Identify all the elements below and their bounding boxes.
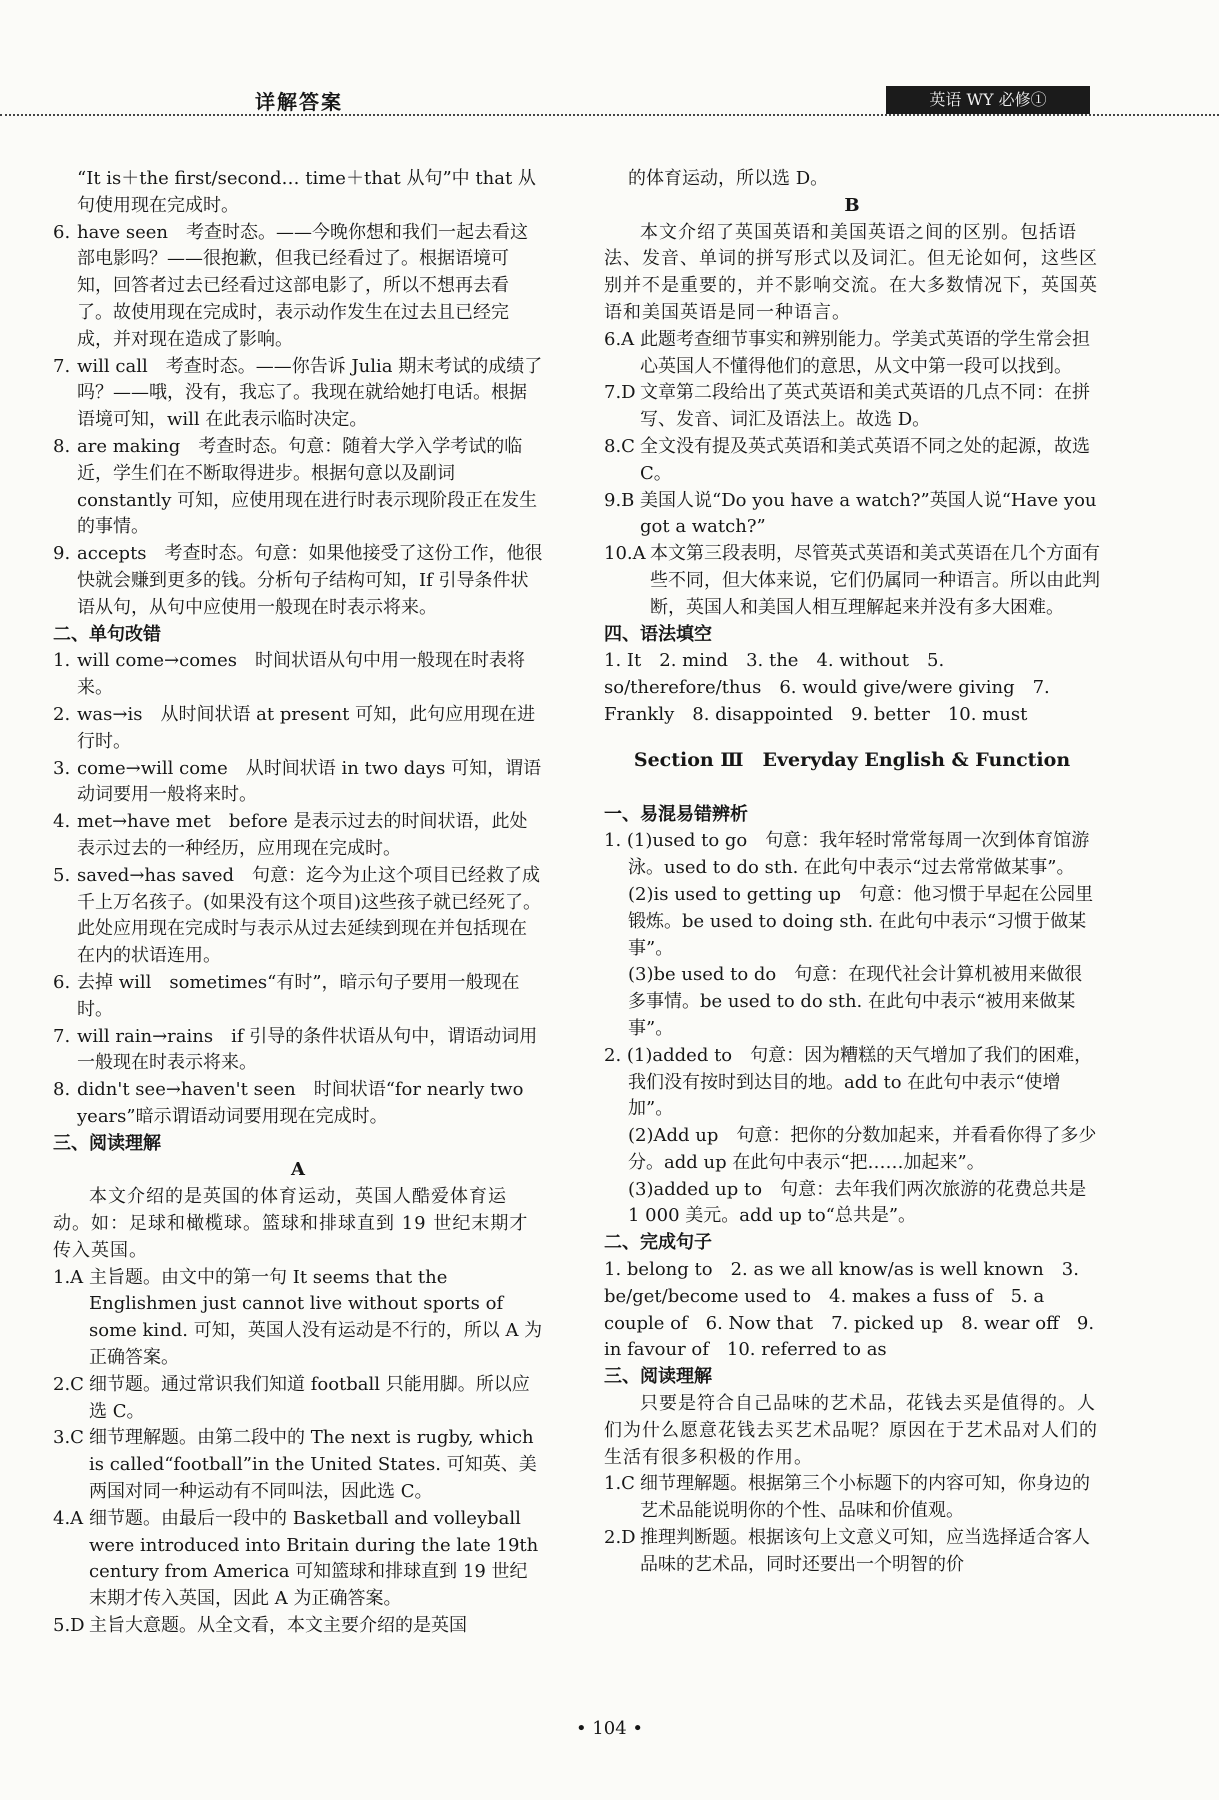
answer-item	[604, 327, 1100, 381]
answer-item	[53, 1613, 543, 1640]
item-text: didn't see→haven't seen 时间状语“for nearly two years”暗示谓语动词要用现在完成时。	[77, 1079, 524, 1127]
item-number: 7.	[53, 1025, 71, 1047]
answer-item	[53, 970, 543, 1024]
answer-item	[53, 863, 543, 970]
section-heading: 三、阅读理解	[53, 1132, 161, 1154]
carry-text: “It is＋the first/second… time＋that 从句”中 that 从句使用现在完成时。	[77, 168, 536, 216]
item-number: 9.B	[604, 489, 635, 511]
item-number: 2.D	[604, 1527, 636, 1549]
item-number: 8.	[53, 435, 71, 457]
left-column	[53, 166, 543, 1640]
answer-item	[53, 1024, 543, 1078]
answer-item	[53, 1265, 543, 1372]
answer-item	[53, 809, 543, 863]
item-text: 本文第三段表明，尽管英式英语和美式英语在几个方面有些不同，但大体来说，它们仍属同一种语言。所以由此判断，英国人和美国人相互理解起来并没有多大困难。	[650, 543, 1100, 618]
answer-item	[53, 1372, 543, 1426]
answer-subitem: (2)Add up 句意：把你的分数加起来，并看看你得了多少分。add up 在此句中表示“把……加起来”。	[628, 1125, 1097, 1173]
item-text: 去掉 will sometimes“有时”，暗示句子要用一般现在时。	[77, 971, 520, 1020]
passage-label: A	[291, 1159, 305, 1181]
section-title: Section Ⅲ Everyday English & Function	[633, 748, 1071, 771]
item-number: 8.	[53, 1079, 71, 1101]
answer-item	[53, 434, 543, 541]
answer-item	[53, 220, 543, 354]
item-number: 4.A	[53, 1507, 84, 1529]
item-text: come→will come 从时间状语 in two days 可知，谓语动词要用一般将来时。	[77, 757, 542, 806]
answer-item	[53, 1506, 543, 1613]
item-text: have seen 考查时态。——今晚你想和我们一起去看这部电影吗？——很抱歉，但我已经看过了。根据语境可知，回答者过去已经看过这部电影了，所以不想再去看了。故使用现在完成时，表示动作发生在过去且已经完成，并对现在造成了影响。	[77, 221, 529, 350]
item-number: 6.	[53, 221, 71, 243]
carry-text: 的体育运动，所以选 D。	[628, 168, 829, 189]
item-number: 1.A	[53, 1266, 84, 1288]
page-number: • 104 •	[575, 1718, 644, 1739]
item-number: 10.A	[604, 543, 646, 565]
section-heading: 二、完成句子	[604, 1232, 712, 1254]
item-text: 此题考查细节事实和辨别能力。学美式英语的学生常会担心英国人不懂得他们的意思，从文中第一段可以找到。	[640, 328, 1090, 377]
answer-item: 2. (1)added to 句意：因为糟糕的天气增加了我们的困难，我们没有按时到达目的地。add to 在此句中表示“使增加”。	[604, 1044, 1093, 1120]
answer-item	[604, 1525, 1100, 1579]
completion-answers: 1. belong to 2. as we all know/as is well known 3. be/get/become used to 4. makes a fuss of 5. a couple of 6. Now that 7. picked up 8. wear off 9. in favour of 10. referred to as	[604, 1259, 1095, 1361]
item-text: 文章第二段给出了英式英语和美式英语的几点不同：在拼写、发音、词汇及语法上。故选 D。	[640, 382, 1090, 431]
item-number: 7.	[53, 355, 71, 377]
header-divider	[0, 114, 1219, 116]
item-text: 全文没有提及英式英语和美式英语不同之处的起源，故选 C。	[640, 435, 1090, 484]
item-number: 3.C	[53, 1427, 84, 1449]
item-text: 细节题。由最后一段中的 Basketball and volleyball were introduced into Britain during the late 19th century from America 可知篮球和排球直到 19 世纪末期才传入英国，因此 A 为正确答案。	[89, 1507, 539, 1610]
answer-item	[604, 434, 1100, 488]
answer-item	[53, 702, 543, 756]
section-heading: 四、语法填空	[604, 623, 712, 645]
item-text: 推理判断题。根据该句上文意义可知，应当选择适合客人品味的艺术品，同时还要出一个明智的价	[640, 1527, 1090, 1575]
grammar-answers: 1. It 2. mind 3. the 4. without 5. so/therefore/thus 6. would give/were giving 7. Frankly 8. disappointed 9. better 10. must	[604, 650, 1050, 725]
section-heading: 一、易混易错辨析	[604, 803, 748, 825]
item-number: 6.A	[604, 328, 635, 350]
item-number: 5.D	[53, 1615, 85, 1637]
header-title: 详解答案	[255, 90, 343, 114]
answer-item	[604, 380, 1100, 434]
item-text: 主旨大意题。从全文看，本文主要介绍的是英国	[89, 1615, 467, 1637]
item-number: 1.	[53, 650, 71, 672]
answer-item	[604, 1471, 1100, 1525]
item-number: 3.	[53, 757, 71, 779]
item-number: 2.	[53, 703, 71, 725]
item-number: 1.C	[604, 1473, 635, 1495]
answer-item: 1. (1)used to go 句意：我年轻时常常每周一次到体育馆游泳。used to do sth. 在此句中表示“过去常常做某事”。	[604, 830, 1090, 879]
item-text: accepts 考查时态。句意：如果他接受了这份工作，他很快就会赚到更多的钱。分析句子结构可知，If 引导条件状语从句，从句中应使用一般现在时表示将来。	[77, 543, 543, 618]
answer-item	[53, 648, 543, 702]
item-text: 美国人说“Do you have a watch?”英国人说“Have you got a watch?”	[640, 489, 1097, 538]
item-text: 主旨题。由文中的第一句 It seems that the Englishmen just cannot live without sports of some kind. 可知，英国人没有运动是不行的，所以 A 为正确答案。	[89, 1266, 543, 1369]
item-text: met→have met before 是表示过去的时间状语，此处表示过去的一种经历，应用现在完成时。	[77, 811, 528, 859]
item-text: 细节题。通过常识我们知道 football 只能用脚。所以应选 C。	[89, 1373, 530, 1422]
answer-item	[53, 541, 543, 621]
answer-item	[53, 354, 543, 434]
item-number: 9.	[53, 543, 71, 565]
item-number: 8.C	[604, 435, 635, 457]
section-heading: 二、单句改错	[53, 623, 161, 645]
answer-item	[604, 488, 1100, 542]
item-text: was→is 从时间状语 at present 可知，此句应用现在进行时。	[77, 703, 536, 752]
answer-subitem: (3)added up to 句意：去年我们两次旅游的花费总共是 1 000 美元。add up to“总共是”。	[628, 1178, 1087, 1227]
page-header	[0, 82, 1219, 122]
passage-intro: 本文介绍了英国英语和美国英语之间的区别。包括语法、发音、单词的拼写形式以及词汇。但无论如何，这些区别并不是重要的，并不影响交流。在大多数情况下，英国英语和美国英语是同一种语言。	[604, 221, 1098, 323]
answer-subitem: (3)be used to do 句意：在现代社会计算机被用来做很多事情。be used to do sth. 在此句中表示“被用来做某事”。	[628, 964, 1083, 1039]
passage-intro: 本文介绍的是英国的体育运动，英国人酷爱体育运动。如：足球和橄榄球。篮球和排球直到 19 世纪末期才传入英国。	[53, 1186, 529, 1261]
item-text: will call 考查时态。——你告诉 Julia 期末考试的成绩了吗？——哦，没有，我忘了。我现在就给她打电话。根据语境可知，will 在此表示临时决定。	[77, 355, 543, 431]
item-number: 4.	[53, 811, 71, 833]
header-subject-label: 英语 WY 必修①	[886, 86, 1090, 114]
passage-label: B	[844, 194, 860, 216]
item-text: will come→comes 时间状语从句中用一般现在时表将来。	[77, 650, 525, 699]
passage-intro: 只要是符合自己品味的艺术品，花钱去买是值得的。人们为什么愿意花钱去买艺术品呢？原因在于艺术品对人们的生活有很多积极的作用。	[604, 1393, 1098, 1468]
item-number: 6.	[53, 971, 71, 993]
answer-item	[53, 1425, 543, 1505]
item-text: will rain→rains if 引导的条件状语从句中，谓语动词用一般现在时表示将来。	[77, 1025, 538, 1074]
right-column	[604, 166, 1100, 1579]
answer-subitem: (2)is used to getting up 句意：他习惯于早起在公园里锻炼。be used to doing sth. 在此句中表示“习惯于做某事”。	[628, 883, 1094, 959]
section-heading: 三、阅读理解	[604, 1366, 712, 1388]
item-text: are making 考查时态。句意：随着大学入学考试的临近，学生们在不断取得进步。根据句意以及副词 constantly 可知，应使用现在进行时表示现阶段正在发生的事情。	[77, 435, 538, 538]
answer-item	[53, 756, 543, 810]
answer-item	[53, 1077, 543, 1131]
item-text: 细节理解题。根据第三个小标题下的内容可知，你身边的艺术品能说明你的个性、品味和价值观。	[640, 1473, 1090, 1522]
item-number: 5.	[53, 864, 71, 886]
item-text: 细节理解题。由第二段中的 The next is rugby, which is called“football”in the United States. 可知英、美两国对同一种运动有不同叫法，因此选 C。	[89, 1427, 537, 1503]
item-number: 2.C	[53, 1373, 84, 1395]
item-text: saved→has saved 句意：迄今为止这个项目已经救了成千上万名孩子。(如果没有这个项目)这些孩子就已经死了。此处应用现在完成时与表示从过去延续到现在并包括现在在内的状语连用。	[77, 864, 542, 967]
answer-item	[604, 541, 1100, 621]
item-number: 7.D	[604, 382, 636, 404]
